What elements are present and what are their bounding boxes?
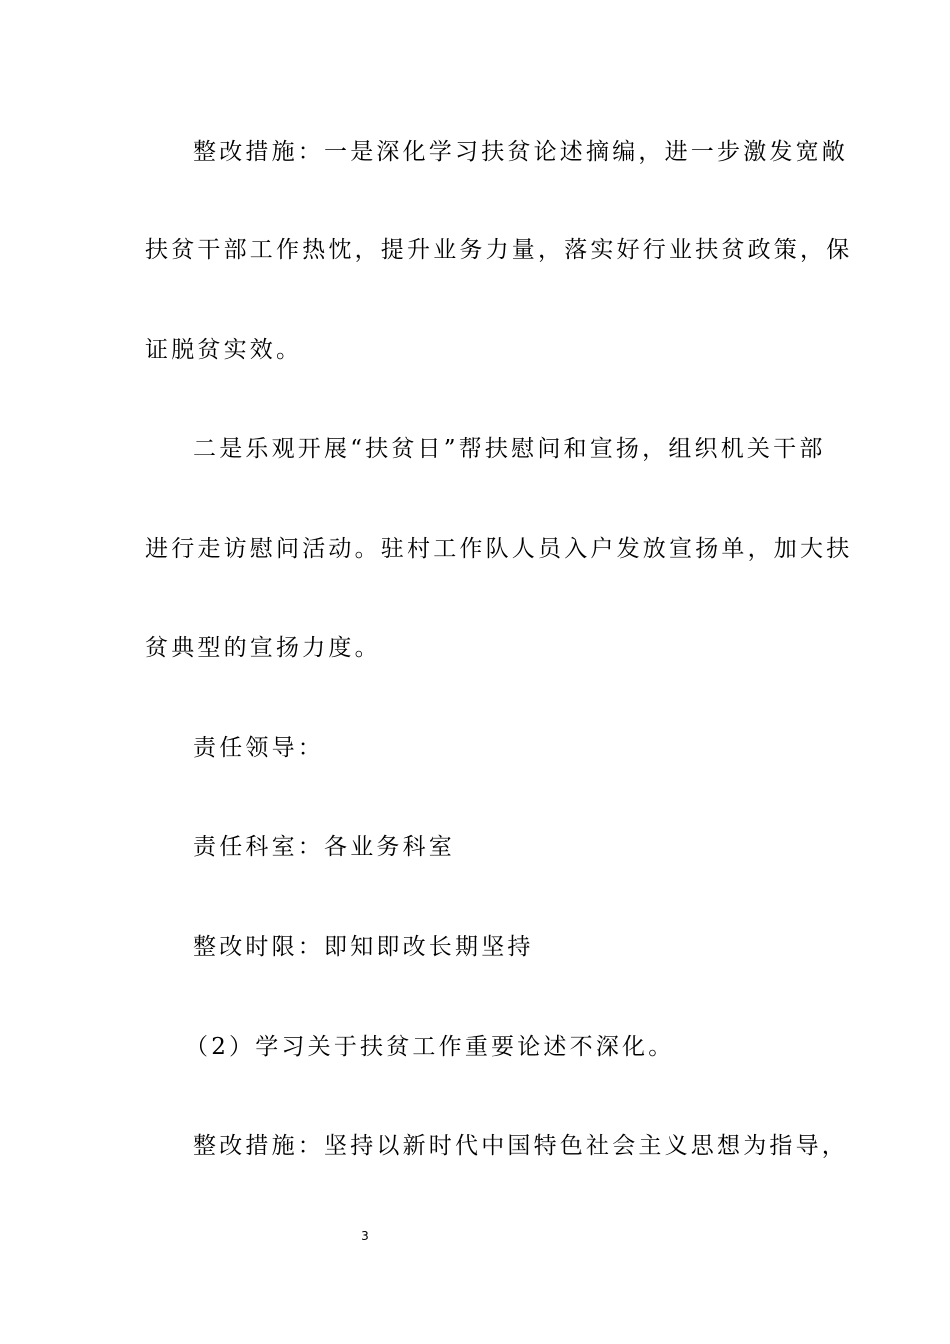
responsible-office-line: 责任科室：各业务科室 xyxy=(193,834,455,860)
responsible-leader-line: 责任领导： xyxy=(193,735,324,761)
page-number: 3 xyxy=(361,1229,369,1243)
measures-line: 整改措施：坚持以新时代中国特色社会主义思想为指导， xyxy=(193,1133,848,1159)
deadline-line: 整改时限：即知即改长期坚持 xyxy=(193,934,534,960)
paragraph-line-1: 整改措施：一是深化学习扶贫论述摘编，进一步激发宽敞 xyxy=(193,139,848,165)
paragraph-line-6: 贫典型的宣扬力度。 xyxy=(145,635,381,661)
paragraph-line-3: 证脱贫实效。 xyxy=(145,337,303,363)
paragraph-line-2: 扶贫干部工作热忱，提升业务力量，落实好行业扶贫政策，保 xyxy=(145,237,853,263)
paragraph-line-5: 进行走访慰问活动。驻村工作队人员入户发放宣扬单，加大扶 xyxy=(145,536,853,562)
paragraph-line-4: 二是乐观开展“扶贫日”帮扶慰问和宣扬，组织机关干部 xyxy=(193,436,826,462)
section-heading-line: （2）学习关于扶贫工作重要论述不深化。 xyxy=(185,1034,675,1060)
